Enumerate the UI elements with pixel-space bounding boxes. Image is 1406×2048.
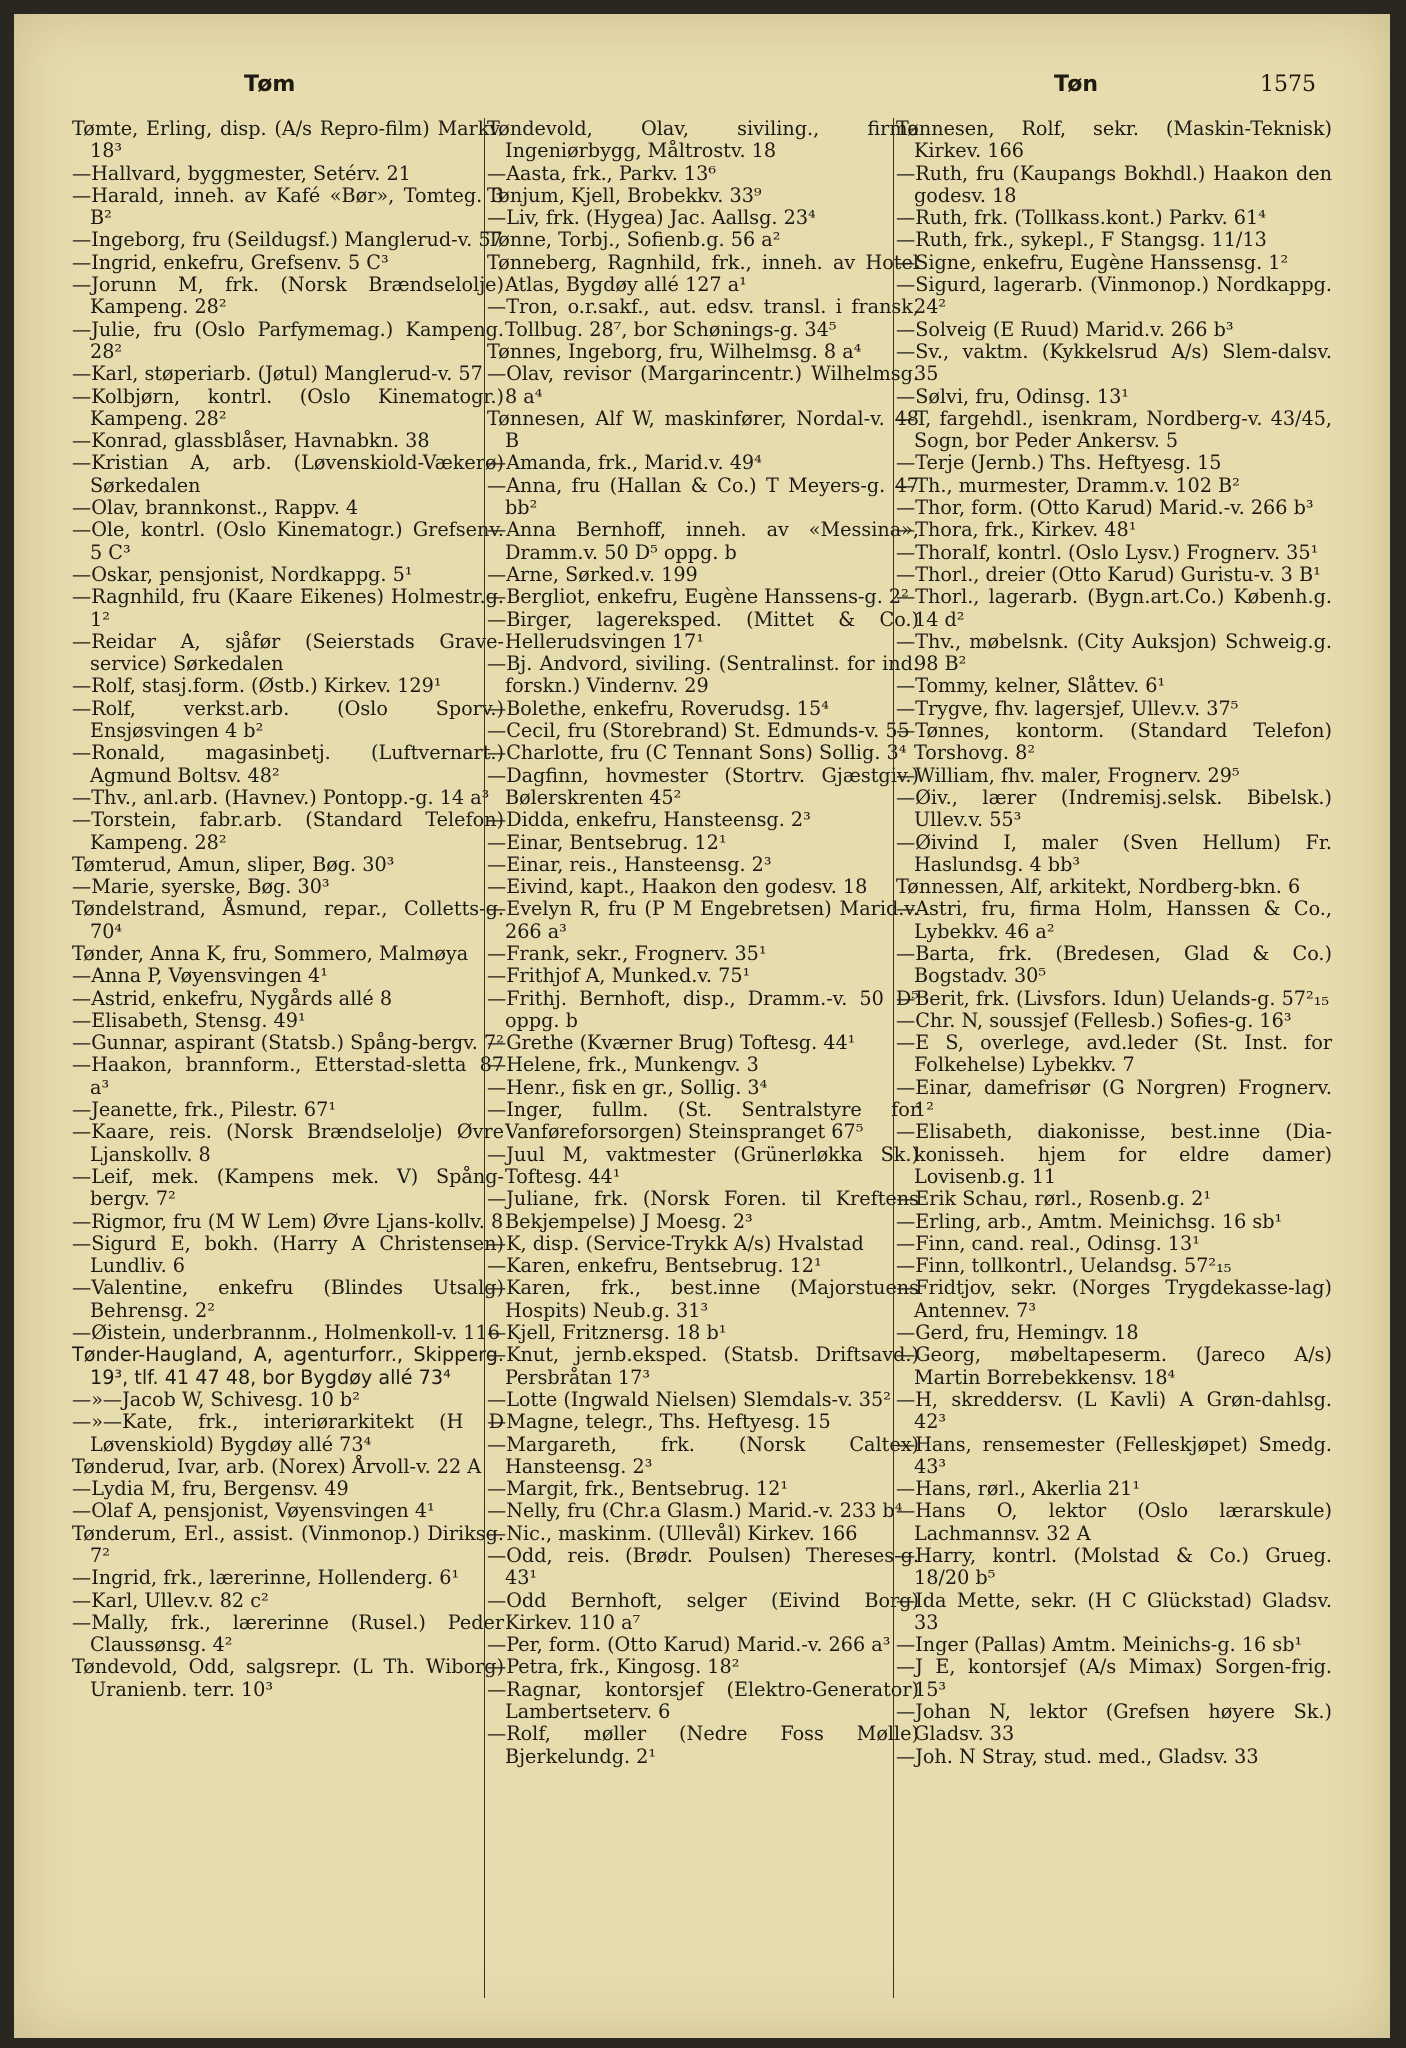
directory-entry: —Reidar A, sjåfør (Seierstads Grave-service) Sørkedalen: [72, 629, 504, 676]
directory-entry: —Sigurd, lagerarb. (Vinmonop.) Nordkappg. 24²: [896, 273, 1332, 319]
directory-entry: —Kristian A, arb. (Løvenskiold-Vækerø) Sørkedalen: [72, 451, 504, 497]
directory-entry: —»—Kate, frk., interiørarkitekt (H D Løvenskiold) Bygdøy allé 73⁴: [72, 1410, 504, 1456]
directory-entry: —Thv., anl.arb. (Havnev.) Pontopp.-g. 14 a³: [72, 785, 490, 809]
directory-entry: —Ingeborg, fru (Seildugsf.) Manglerud-v. 57: [72, 228, 503, 252]
directory-entry: —Frithjof A, Munked.v. 75¹: [487, 964, 751, 988]
directory-entry: —Tønnes, kontorm. (Standard Telefon) Torshovg. 8²: [896, 719, 1332, 765]
directory-entry: —Fridtjov, sekr. (Norges Trygdekasse-lag) Antennev. 7³: [896, 1276, 1332, 1322]
directory-entry: —Odd Bernhoft, selger (Eivind Borg) Kirkev. 110 a⁷: [487, 1588, 919, 1634]
directory-entry: —Sølvi, fru, Odinsg. 13¹: [896, 384, 1129, 408]
directory-entry: —Karl, støperiarb. (Jøtul) Manglerud-v. 57: [72, 362, 483, 386]
directory-entry: —Odd, reis. (Brødr. Poulsen) Thereses-g. 43¹: [487, 1544, 919, 1590]
directory-entry: —Frank, sekr., Frognerv. 35¹: [487, 941, 767, 965]
directory-entry: Tønnesen, Rolf, sekr. (Maskin-Teknisk) Kirkev. 166: [896, 117, 1332, 163]
column-3: [896, 118, 1332, 1768]
directory-entry: —E S, overlege, avd.leder (St. Inst. for Folkehelse) Lybekkv. 7: [896, 1031, 1332, 1077]
directory-page: [14, 14, 1390, 2038]
directory-entry: —Ronald, magasinbetj. (Luftvernart.) Agmund Boltsv. 48²: [72, 741, 504, 787]
directory-entry: —Julie, fru (Oslo Parfymemag.) Kampeng. 28²: [72, 317, 504, 363]
directory-entry: —Tommy, kelner, Slåttev. 6¹: [896, 674, 1166, 698]
directory-entry: —Didda, enkefru, Hansteensg. 2³: [487, 808, 811, 832]
directory-entry: —Birger, lagereksped. (Mittet & Co.) Hellerudsvingen 17¹: [487, 607, 919, 653]
directory-entry: —Dagfinn, hovmester (Stortrv. Gjæstgiv.) Bølerskrenten 45²: [487, 763, 919, 809]
directory-entry: Tønjum, Kjell, Brobekkv. 33⁹: [487, 183, 762, 207]
directory-entry: —Solveig (E Ruud) Marid.v. 266 b³: [896, 317, 1234, 341]
directory-entry: —Gerd, fru, Hemingv. 18: [896, 1321, 1139, 1345]
directory-entry: —Hans O, lektor (Oslo lærarskule) Lachmannsv. 32 A: [896, 1499, 1332, 1545]
directory-entry: —Cecil, fru (Storebrand) St. Edmunds-v. 55: [487, 719, 910, 743]
directory-entry: —Juul M, vaktmester (Grünerløkka Sk.) Toftesg. 44¹: [487, 1142, 919, 1188]
directory-entry: —Einar, Bentsebrug. 12¹: [487, 830, 727, 854]
directory-entry: —Gunnar, aspirant (Statsb.) Spång-bergv. 7²: [72, 1031, 504, 1055]
directory-entry: —Karen, enkefru, Bentsebrug. 12¹: [487, 1254, 822, 1278]
directory-entry: —Frithj. Bernhoft, disp., Dramm.-v. 50 D⁵ oppg. b: [487, 986, 919, 1032]
directory-entry: —Torstein, fabr.arb. (Standard Telefon) Kampeng. 28²: [72, 808, 504, 854]
directory-entry: —Øiv., lærer (Indremisj.selsk. Bibelsk.) Ullev.v. 55³: [896, 785, 1332, 832]
directory-entry: —Bolethe, enkefru, Roverudsg. 15⁴: [487, 696, 829, 720]
directory-entry: —Astrid, enkefru, Nygårds allé 8: [72, 986, 393, 1010]
directory-entry: —Anna P, Vøyensvingen 4¹: [72, 964, 328, 988]
directory-entry: —Sigurd E, bokh. (Harry A Christensen) Lundliv. 6: [72, 1231, 504, 1278]
directory-entry: —Anna, fru (Hallan & Co.) T Meyers-g. 47 bb²: [487, 473, 919, 520]
directory-entry: Tønnesen, Alf W, maskinfører, Nordal-v. 48 B: [487, 406, 919, 453]
directory-entry: —Konrad, glassblåser, Havnabkn. 38: [72, 429, 430, 453]
directory-entry: —Nic., maskinm. (Ullevål) Kirkev. 166: [487, 1521, 858, 1545]
directory-entry: —Einar, reis., Hansteensg. 2³: [487, 852, 772, 876]
column-2: [487, 118, 919, 1768]
directory-entry: —Elisabeth, diakonisse, best.inne (Dia-konisseh. hjem for eldre damer) Lovisenb.g. 11: [896, 1120, 1332, 1188]
directory-entry: Tønnessen, Alf, arkitekt, Nordberg-bkn. 6: [896, 875, 1301, 899]
directory-entry: —Thv., møbelsnk. (City Auksjon) Schweig.g. 98 B²: [896, 629, 1332, 676]
directory-entry: —Oskar, pensjonist, Nordkappg. 5¹: [72, 562, 413, 586]
directory-entry: —Karen, frk., best.inne (Majorstuens Hospits) Neub.g. 31³: [487, 1276, 919, 1322]
column-1: [72, 118, 504, 1701]
directory-entry: —Henr., fisk en gr., Sollig. 3⁴: [487, 1075, 768, 1099]
directory-entry: —Georg, møbeltapeserm. (Jareco A/s) Martin Borrebekkensv. 18⁴: [896, 1343, 1332, 1389]
directory-entry: —Arne, Sørked.v. 199: [487, 562, 698, 586]
directory-entry: —Kjell, Fritznersg. 18 b¹: [487, 1321, 727, 1345]
directory-entry: Tøndevold, Odd, salgsrepr. (L Th. Wiborg) Uranienb. terr. 10³: [72, 1655, 504, 1701]
directory-entry: Tønneberg, Ragnhild, frk., inneh. av Hotel Atlas, Bygdøy allé 127 a¹: [487, 250, 919, 297]
directory-entry: —Anna Bernhoff, inneh. av «Messina», Dramm.v. 50 D⁵ oppg. b: [487, 518, 919, 564]
directory-entry: —Thora, frk., Kirkev. 48¹: [896, 518, 1137, 542]
directory-entry: Tøndevold, Olav, siviling., firma Ingeniørbygg, Måltrostv. 18: [487, 117, 919, 163]
directory-entry: —Sv., vaktm. (Kykkelsrud A/s) Slem-dalsv. 35: [896, 339, 1332, 386]
directory-entry: —Grethe (Kværner Brug) Toftesg. 44¹: [487, 1031, 856, 1055]
directory-entry: —Mally, frk., lærerinne (Rusel.) Peder Claussønsg. 4²: [72, 1610, 504, 1657]
directory-entry: —Ruth, frk. (Tollkass.kont.) Parkv. 61⁴: [896, 206, 1266, 230]
directory-entry: —Lotte (Ingwald Nielsen) Slemdals-v. 35²: [487, 1387, 891, 1411]
directory-entry: —Joh. N Stray, stud. med., Gladsv. 33: [896, 1744, 1259, 1768]
directory-entry: —H, skreddersv. (L Kavli) A Grøn-dahlsg. 42³: [896, 1387, 1332, 1434]
directory-entry: —Chr. N, soussjef (Fellesb.) Sofies-g. 16³: [896, 1008, 1292, 1032]
directory-entry: —Rolf, møller (Nedre Foss Mølle) Bjerkelundg. 2¹: [487, 1722, 919, 1768]
directory-entry: —Ruth, fru (Kaupangs Bokhdl.) Haakon den godesv. 18: [896, 161, 1332, 207]
directory-entry: —Helene, frk., Munkengv. 3: [487, 1053, 759, 1077]
directory-entry: —»—Jacob W, Schivesg. 10 b²: [72, 1387, 360, 1411]
directory-entry: —Astri, fru, firma Holm, Hanssen & Co., Lybekkv. 46 a²: [896, 897, 1332, 943]
directory-entry: —Jorunn M, frk. (Norsk Brændselolje) Kampeng. 28²: [72, 273, 504, 319]
column-rule: [484, 118, 485, 1998]
directory-entry: —Evelyn R, fru (P M Engebretsen) Marid.v. 266 a³: [487, 897, 919, 943]
directory-entry: —Harry, kontrl. (Molstad & Co.) Grueg. 18/20 b⁵: [896, 1544, 1332, 1590]
directory-entry: —Thor, form. (Otto Karud) Marid.-v. 266 b³: [896, 496, 1314, 520]
directory-entry: Tøndelstrand, Åsmund, repar., Colletts-g. 70⁴: [72, 897, 504, 943]
directory-entry: —Th., murmester, Dramm.v. 102 B²: [896, 473, 1240, 497]
directory-entry: —William, fhv. maler, Frognerv. 29⁵: [896, 763, 1240, 787]
directory-entry: —Karl, Ullev.v. 82 c²: [72, 1588, 269, 1612]
directory-entry: —Tron, o.r.sakf., aut. edsv. transl. i fransk, Tollbug. 28⁷, bor Schønings-g. 34⁵: [487, 295, 919, 341]
directory-entry: —Charlotte, fru (C Tennant Sons) Sollig. 3⁴: [487, 741, 907, 765]
directory-entry: —Terje (Jernb.) Ths. Heftyesg. 15: [896, 451, 1222, 475]
directory-entry: —Ingrid, frk., lærerinne, Hollenderg. 6¹: [72, 1566, 460, 1590]
directory-entry: —Magne, telegr., Ths. Heftyesg. 15: [487, 1410, 831, 1434]
directory-entry: —Hans, rensemester (Felleskjøpet) Smedg. 43³: [896, 1432, 1332, 1478]
directory-entry: —Ingrid, enkefru, Grefsenv. 5 C³: [72, 250, 389, 274]
directory-entry: Tømterud, Amun, sliper, Bøg. 30³: [72, 852, 395, 876]
directory-entry: —Øivind I, maler (Sven Hellum) Fr. Haslundsg. 4 bb³: [896, 830, 1332, 876]
directory-entry: —Leif, mek. (Kampens mek. V) Spång-bergv. 7²: [72, 1164, 504, 1211]
directory-entry: —Elisabeth, Stensg. 49¹: [72, 1008, 306, 1032]
directory-entry: —Petra, frk., Kingosg. 18²: [487, 1655, 740, 1679]
directory-entry: —Juliane, frk. (Norsk Foren. til Kreftens Bekjempelse) J Moesg. 2³: [487, 1187, 919, 1233]
directory-entry: —Signe, enkefru, Eugène Hanssensg. 1²: [896, 250, 1289, 274]
directory-entry: —Liv, frk. (Hygea) Jac. Aallsg. 23⁴: [487, 206, 816, 230]
directory-entry: —Ragnhild, fru (Kaare Eikenes) Holmestr.g. 1²: [72, 585, 504, 631]
directory-entry: Tønnes, Ingeborg, fru, Wilhelmsg. 8 a⁴: [487, 339, 862, 363]
running-head-right: Tøn: [1054, 72, 1099, 97]
directory-entry: —Finn, cand. real., Odinsg. 13¹: [896, 1231, 1200, 1255]
directory-entry: —Ragnar, kontorsjef (Elektro-Generator) Lambertseterv. 6: [487, 1677, 919, 1724]
directory-entry: —Inger, fullm. (St. Sentralstyre for Vanføreforsorgen) Steinspranget 67⁵: [487, 1098, 919, 1144]
directory-entry: Tønderum, Erl., assist. (Vinmonop.) Diriksg. 7²: [72, 1521, 504, 1567]
directory-entry: —Erik Schau, rørl., Rosenb.g. 2¹: [896, 1187, 1212, 1211]
directory-entry: —Thorl., lagerarb. (Bygn.art.Co.) Københ.g. 14 d²: [896, 585, 1332, 631]
directory-entry: —Rolf, stasj.form. (Østb.) Kirkev. 129¹: [72, 674, 442, 698]
directory-entry: —Bergliot, enkefru, Eugène Hanssens-g. 2²: [487, 585, 909, 609]
directory-entry: —Erling, arb., Amtm. Meinichsg. 16 sb¹: [896, 1209, 1283, 1233]
directory-entry: —Ida Mette, sekr. (H C Glückstad) Gladsv. 33: [896, 1588, 1332, 1634]
directory-entry: —Thoralf, kontrl. (Oslo Lysv.) Frognerv. 35¹: [896, 540, 1319, 564]
directory-entry: —Bj. Andvord, siviling. (Sentralinst. for ind. forskn.) Vindernv. 29: [487, 652, 919, 698]
running-head-left: Tøm: [244, 72, 296, 97]
directory-entry: —Olaf A, pensjonist, Vøyensvingen 4¹: [72, 1499, 435, 1523]
directory-entry: —Thorl., dreier (Otto Karud) Guristu-v. 3 B¹: [896, 562, 1321, 586]
directory-entry: —Knut, jernb.eksped. (Statsb. Driftsavd.) Persbråtan 17³: [487, 1343, 919, 1389]
directory-entry: —Hans, rørl., Akerlia 21¹: [896, 1477, 1141, 1501]
directory-entry: —Margareth, frk. (Norsk Caltex) Hansteensg. 2³: [487, 1432, 919, 1478]
directory-entry: —Einar, damefrisør (G Norgren) Frognerv. 1²: [896, 1075, 1332, 1122]
directory-entry: —Hallvard, byggmester, Setérv. 21: [72, 161, 411, 185]
directory-entry: —Marie, syerske, Bøg. 30³: [72, 875, 330, 899]
directory-entry: —Rolf, verkst.arb. (Oslo Sporv.) Ensjøsvingen 4 b²: [72, 696, 504, 743]
directory-entry: —Kolbjørn, kontrl. (Oslo Kinematogr.) Kampeng. 28²: [72, 384, 504, 430]
page-number: 1575: [1260, 72, 1316, 97]
directory-entry: —Haakon, brannform., Etterstad-sletta 87 a³: [72, 1053, 504, 1099]
directory-entry: —Lydia M, fru, Bergensv. 49: [72, 1477, 349, 1501]
directory-entry: Tømte, Erling, disp. (A/s Repro-film) Markv. 18³: [72, 117, 504, 163]
directory-entry: —Valentine, enkefru (Blindes Utsalg) Behrensg. 2²: [72, 1276, 504, 1322]
column-rule: [893, 118, 894, 1998]
directory-entry: Tønderud, Ivar, arb. (Norex) Årvoll-v. 22 A: [72, 1454, 482, 1478]
directory-entry: —Rigmor, fru (M W Lem) Øvre Ljans-kollv. 8: [72, 1209, 504, 1233]
directory-entry: —Ruth, frk., sykepl., F Stangsg. 11/13: [896, 228, 1267, 252]
directory-entry: Tønder-Haugland, A, agenturforr., Skipperg. 19³, tlf. 41 47 48, bor Bygdøy allé 73⁴: [72, 1343, 504, 1389]
directory-entry: —Per, form. (Otto Karud) Marid.-v. 266 a³: [487, 1633, 891, 1657]
directory-entry: —Ole, kontrl. (Oslo Kinematogr.) Grefsenv. 5 C³: [72, 518, 504, 564]
directory-entry: —Harald, inneh. av Kafé «Bør», Tomteg. 3 B²: [72, 183, 504, 230]
directory-entry: —Finn, tollkontrl., Uelandsg. 57²₁₅: [896, 1254, 1232, 1278]
directory-entry: —Olav, revisor (Margarincentr.) Wilhelmsg. 8 a⁴: [487, 362, 919, 408]
directory-entry: —J E, kontorsjef (A/s Mimax) Sorgen-frig. 15³: [896, 1655, 1332, 1701]
directory-entry: —Berit, frk. (Livsfors. Idun) Uelands-g. 57²₁₅: [896, 986, 1330, 1010]
directory-entry: —Aasta, frk., Parkv. 13⁶: [487, 161, 717, 185]
directory-entry: —Margit, frk., Bentsebrug. 12¹: [487, 1477, 789, 1501]
directory-entry: —Øistein, underbrannm., Holmenkoll-v. 116: [72, 1321, 500, 1345]
directory-entry: —Eivind, kapt., Haakon den godesv. 18: [487, 875, 868, 899]
directory-entry: —K, disp. (Service-Trykk A/s) Hvalstad: [487, 1231, 864, 1255]
directory-entry: —Olav, brannkonst., Rappv. 4: [72, 496, 359, 520]
directory-entry: —Barta, frk. (Bredesen, Glad & Co.) Bogstadv. 30⁵: [896, 941, 1332, 988]
directory-entry: Tønne, Torbj., Sofienb.g. 56 a²: [487, 228, 781, 252]
directory-entry: —Amanda, frk., Marid.v. 49⁴: [487, 451, 762, 475]
directory-entry: —Johan N, lektor (Grefsen høyere Sk.) Gladsv. 33: [896, 1700, 1332, 1746]
directory-entry: —Inger (Pallas) Amtm. Meinichs-g. 16 sb¹: [896, 1633, 1303, 1657]
directory-entry: —Nelly, fru (Chr.a Glasm.) Marid.-v. 233 b⁴: [487, 1499, 903, 1523]
directory-entry: —Kaare, reis. (Norsk Brændselolje) Øvre Ljanskollv. 8: [72, 1120, 504, 1166]
directory-entry: —Trygve, fhv. lagersjef, Ullev.v. 37⁵: [896, 696, 1239, 720]
directory-entry: —T, fargehdl., isenkram, Nordberg-v. 43/45, Sogn, bor Peder Ankersv. 5: [896, 406, 1332, 453]
directory-entry: —Jeanette, frk., Pilestr. 67¹: [72, 1098, 337, 1122]
directory-entry: Tønder, Anna K, fru, Sommero, Malmøya: [72, 941, 469, 965]
